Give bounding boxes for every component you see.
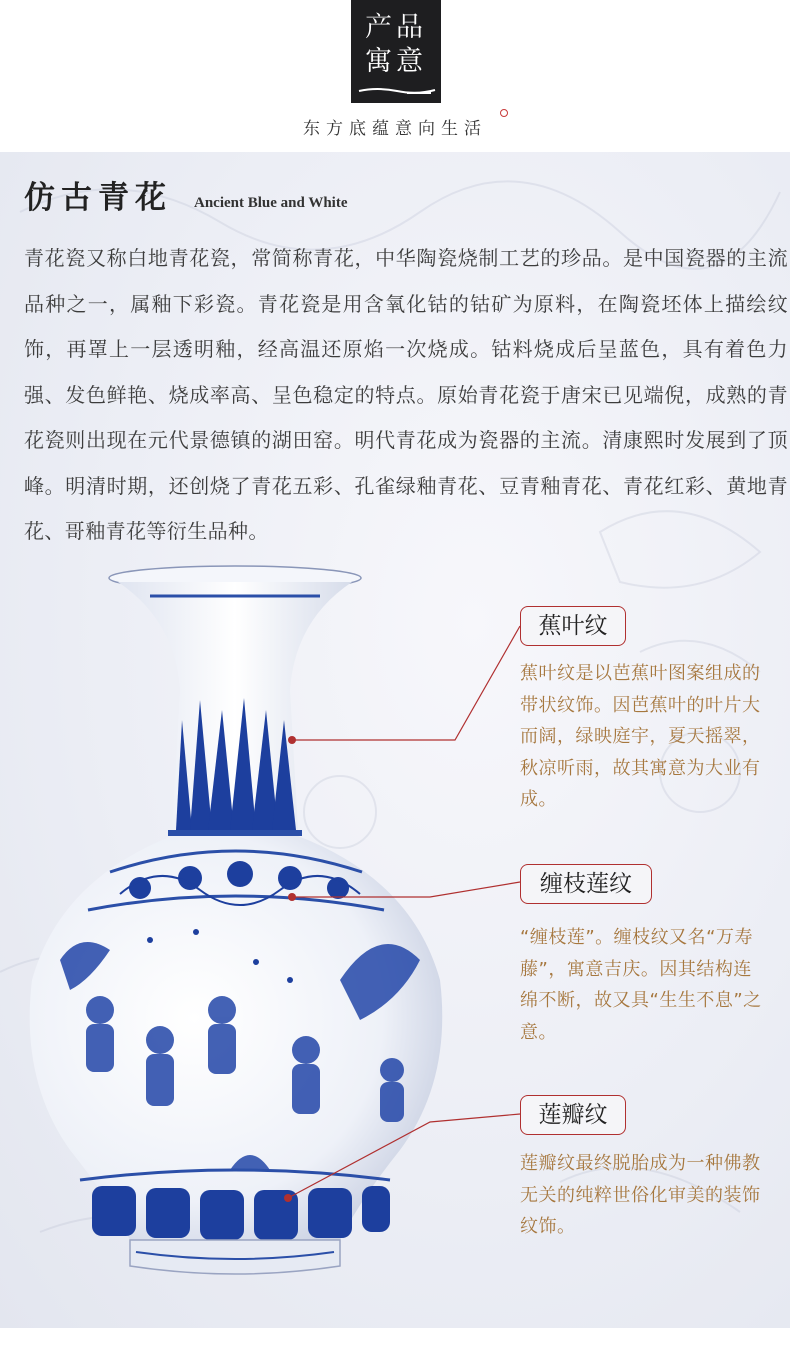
badge-line-2: 寓意 xyxy=(365,46,427,77)
slogan-dot-icon xyxy=(500,109,508,117)
header xyxy=(0,0,790,152)
label-lotus-scroll xyxy=(520,864,652,904)
footer-strip xyxy=(0,1328,790,1346)
desc-banana-leaf: 蕉叶纹是以芭蕉叶图案组成的带状纹饰。因芭蕉叶的叶片大而阔，绿映庭宇，夏天摇翠，秋凉听雨，故其寓意为大业有成。 xyxy=(520,663,761,810)
intro-paragraph: 青花瓷又称白地青花瓷，常简称青花，中华陶瓷烧制工艺的珍品。是中国瓷器的主流品种之一，属釉下彩瓷。青花瓷是用含氧化钴的钴矿为原料，在陶瓷坯体上描绘纹饰，再罩上一层透明釉，经高温还原焰一次烧成。钴料烧成后呈蓝色，具有着色力强、发色鲜艳、烧成率高、呈色稳定的特点。原始青花瓷于唐宋已见端倪，成熟的青花瓷则出现在元代景德镇的湖田窑。明代青花成为瓷器的主流。清康熙时发展到了顶峰。明清时期，还创烧了青花五彩、孔雀绿釉青花、豆青釉青花、青花红彩、黄地青花、哥釉青花等衍生品种。 xyxy=(24,246,788,543)
brush-stroke-icon xyxy=(357,86,437,96)
label-banana-leaf xyxy=(520,606,626,646)
badge-line-1: 产品 xyxy=(365,12,427,43)
slogan: 东方底蕴意向生活 xyxy=(303,119,487,139)
label-lotus-petal xyxy=(520,1095,626,1135)
desc-lotus-scroll: “缠枝莲”。缠枝纹又名“万寿藤”，寓意吉庆。因其结构连绵不断，故又具“生生不息”之意。 xyxy=(520,927,762,1043)
desc-lotus-petal: 莲瓣纹最终脱胎成为一种佛教无关的纯粹世俗化审美的装饰纹饰。 xyxy=(520,1153,761,1237)
label-lotus-petal-text: 莲瓣纹 xyxy=(538,1102,608,1128)
product-meaning-badge xyxy=(351,0,441,103)
label-lotus-scroll-text: 缠枝莲纹 xyxy=(540,871,632,897)
label-banana-leaf-text: 蕉叶纹 xyxy=(538,613,608,639)
vase-image xyxy=(0,560,470,1300)
section-title-cn: 仿古青花 xyxy=(24,180,172,216)
section-title-en: Ancient Blue and White xyxy=(194,195,348,211)
